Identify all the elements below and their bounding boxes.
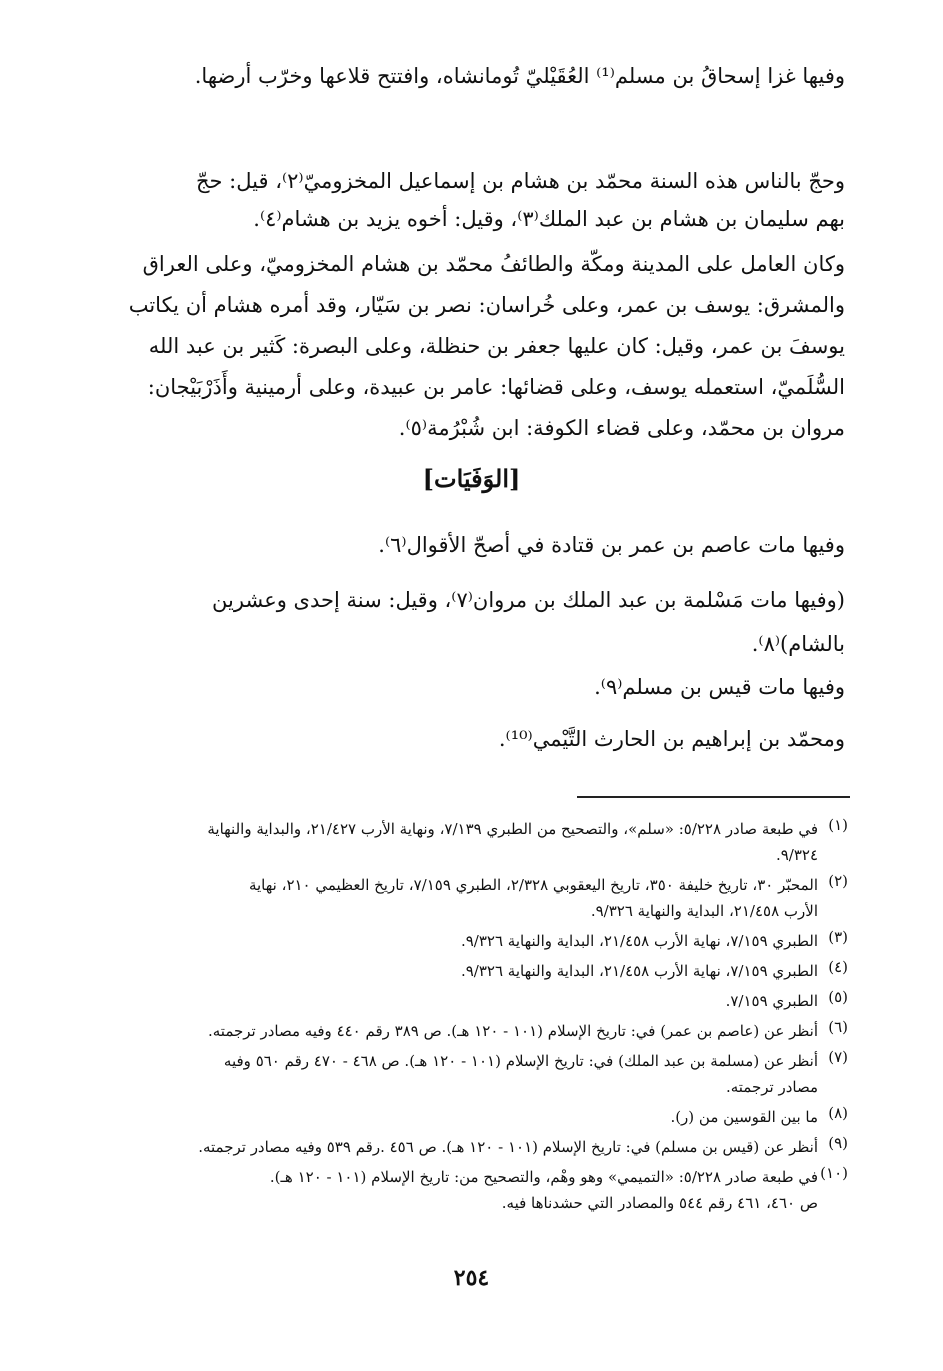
footnote	[48, 816, 848, 868]
footnote-line: في طبعة صادر ٥/٢٢٨: «التميمي» وهو وهْم، والتصحيح من: تاريخ الإسلام (١٠١ - ١٢٠ هـ).	[269, 1168, 818, 1186]
footnote-line: ما بين القوسين من (ر).	[670, 1108, 818, 1126]
footnote-number: (٩)	[828, 1134, 848, 1152]
paragraph-ishaq-raid	[45, 58, 845, 94]
paragraph-death-asim	[45, 526, 845, 564]
text-line: وفيها مات عاصم بن عمر بن قتادة في أصحّ الأقوال⁽٦⁾.	[378, 533, 845, 557]
footnote-line: ٩/٣٢٤.	[775, 846, 818, 864]
footnote	[48, 1164, 848, 1216]
text-line: مروان بن محمّد، وعلى قضاء الكوفة: ابن شُبْرُمة⁽٥⁾.	[398, 416, 845, 440]
footnote-text	[48, 1164, 818, 1216]
footnote	[48, 958, 848, 984]
footnote-number: (٣)	[828, 928, 848, 946]
footnote-line: أنظر عن (مسلمة بن عبد الملك) في: تاريخ الإسلام (١٠١ - ١٢٠ هـ). ص ٤٦٨ - ٤٧٠ رقم ٥٦٠ وفيه	[223, 1052, 818, 1070]
footnote	[48, 1018, 848, 1044]
footnote-line: الأرب ٢١/٤٥٨، البداية والنهاية ٩/٣٢٦.	[590, 902, 818, 920]
paragraph-death-muhammad	[45, 720, 845, 758]
footnote	[48, 928, 848, 954]
footnote-text	[48, 872, 818, 924]
footnote-text	[48, 1048, 818, 1100]
footnote-text	[48, 958, 818, 984]
footnote-number: (٨)	[828, 1104, 848, 1122]
text-line: وكان العامل على المدينة ومكّة والطائفُ محمّد بن هشام المخزوميّ، وعلى العراق	[142, 252, 845, 276]
paragraph-hajj	[45, 162, 845, 238]
footnote-text	[48, 1104, 818, 1130]
footnote-line: المحبّر ٣٠، تاريخ خليفة ٣٥٠، تاريخ اليعقوبي ٢/٣٢٨، الطبري ٧/١٥٩، تاريخ العظيمي ٢١٠، نهاية	[248, 876, 818, 894]
footnote-line: في طبعة صادر ٥/٢٢٨: «سلم»، والتصحيح من الطبري ٧/١٣٩، ونهاية الأرب ٢١/٤٢٧، والبداية والنهاية	[207, 820, 818, 838]
footnote-line: أنظر عن (قيس بن مسلم) في: تاريخ الإسلام (١٠١ - ١٢٠ هـ). ص ٤٥٦ .رقم ٥٣٩ وفيه مصادر ترجمته.	[198, 1138, 818, 1156]
footnote	[48, 1104, 848, 1130]
footnote-line: مصادر ترجمته.	[725, 1078, 818, 1096]
footnote-number: (٢)	[828, 872, 848, 890]
text-line: ومحمّد بن إبراهيم بن الحارث التَّيْمي⁽¹⁰⁾.	[498, 727, 845, 751]
paragraph-death-qays	[45, 668, 845, 706]
footnotes	[48, 816, 848, 1220]
footnote-line: الطبري ٧/١٥٩، نهاية الأرب ٢١/٤٥٨، البداية والنهاية ٩/٣٢٦.	[460, 962, 818, 980]
footnote-text	[48, 816, 818, 868]
paragraph-death-maslama	[45, 578, 845, 666]
text-line: يوسفَ بن عمر، وقيل: كان عليها جعفر بن حنظلة، وعلى البصرة: كَثير بن عبد الله	[148, 334, 845, 358]
text-line: بهم سليمان بن هشام بن عبد الملك⁽٣⁾، وقيل: أخوه يزيد بن هشام⁽٤⁾.	[253, 207, 845, 231]
paragraph-governors	[45, 244, 845, 449]
footnote-line: أنظر عن (عاصم بن عمر) في: تاريخ الإسلام (١٠١ - ١٢٠ هـ). ص ٣٨٩ رقم ٤٤٠ وفيه مصادر ترجمته.	[208, 1022, 818, 1040]
text-line: والمشرق: يوسف بن عمر، وعلى خُراسان: نصر بن سَيّار، وقد أمره هشام أن يكاتب	[128, 293, 845, 317]
footnote-text	[48, 1018, 818, 1044]
footnote	[48, 1134, 848, 1160]
section-heading: [الوَفَيَات]	[422, 464, 521, 493]
footnote	[48, 988, 848, 1014]
page-number: ٢٥٤	[453, 1265, 490, 1291]
text-line: وفيها مات قيس بن مسلم⁽٩⁾.	[594, 675, 845, 699]
text-line: وحجّ بالناس هذه السنة محمّد بن هشام بن إسماعيل المخزوميّ⁽٢⁾، قيل: حجّ	[195, 169, 845, 193]
footnote-number: (٥)	[828, 988, 848, 1006]
footnote-number: (٤)	[828, 958, 848, 976]
footnote-text	[48, 928, 818, 954]
footnote-text	[48, 988, 818, 1014]
footnote-number: (١)	[828, 816, 848, 834]
footnote-number: (١٠)	[820, 1164, 848, 1182]
footnote-text	[48, 1134, 818, 1160]
text-line: السُّلَميّ، استعمله يوسف، وعلى قضائها: عامر بن عبيدة، وعلى أرمينية وأَذَرْبَيْجان:	[147, 375, 845, 399]
footnote	[48, 872, 848, 924]
footnote-separator	[577, 796, 850, 798]
footnote-number: (٧)	[828, 1048, 848, 1066]
text-line: بالشام)⁽٨⁾.	[751, 632, 845, 656]
text-line: (وفيها مات مَسْلمة بن عبد الملك بن مروان⁽٧⁾، وقيل: سنة إحدى وعشرين	[212, 588, 845, 612]
footnote-line: ص ٤٦٠، ٤٦١ رقم ٥٤٤ والمصادر التي حشدناها فيه.	[501, 1194, 818, 1212]
footnote-line: الطبري ٧/١٥٩، نهاية الأرب ٢١/٤٥٨، البداية والنهاية ٩/٣٢٦.	[460, 932, 818, 950]
footnote-number: (٦)	[828, 1018, 848, 1036]
footnote-line: الطبري ٧/١٥٩.	[725, 992, 818, 1010]
footnote	[48, 1048, 848, 1100]
text-line: وفيها غزا إسحاقُ بن مسلم⁽¹⁾ العُقَيْليّ تُومانشاه، وافتتح قلاعها وخرّب أرضها.	[194, 64, 845, 88]
